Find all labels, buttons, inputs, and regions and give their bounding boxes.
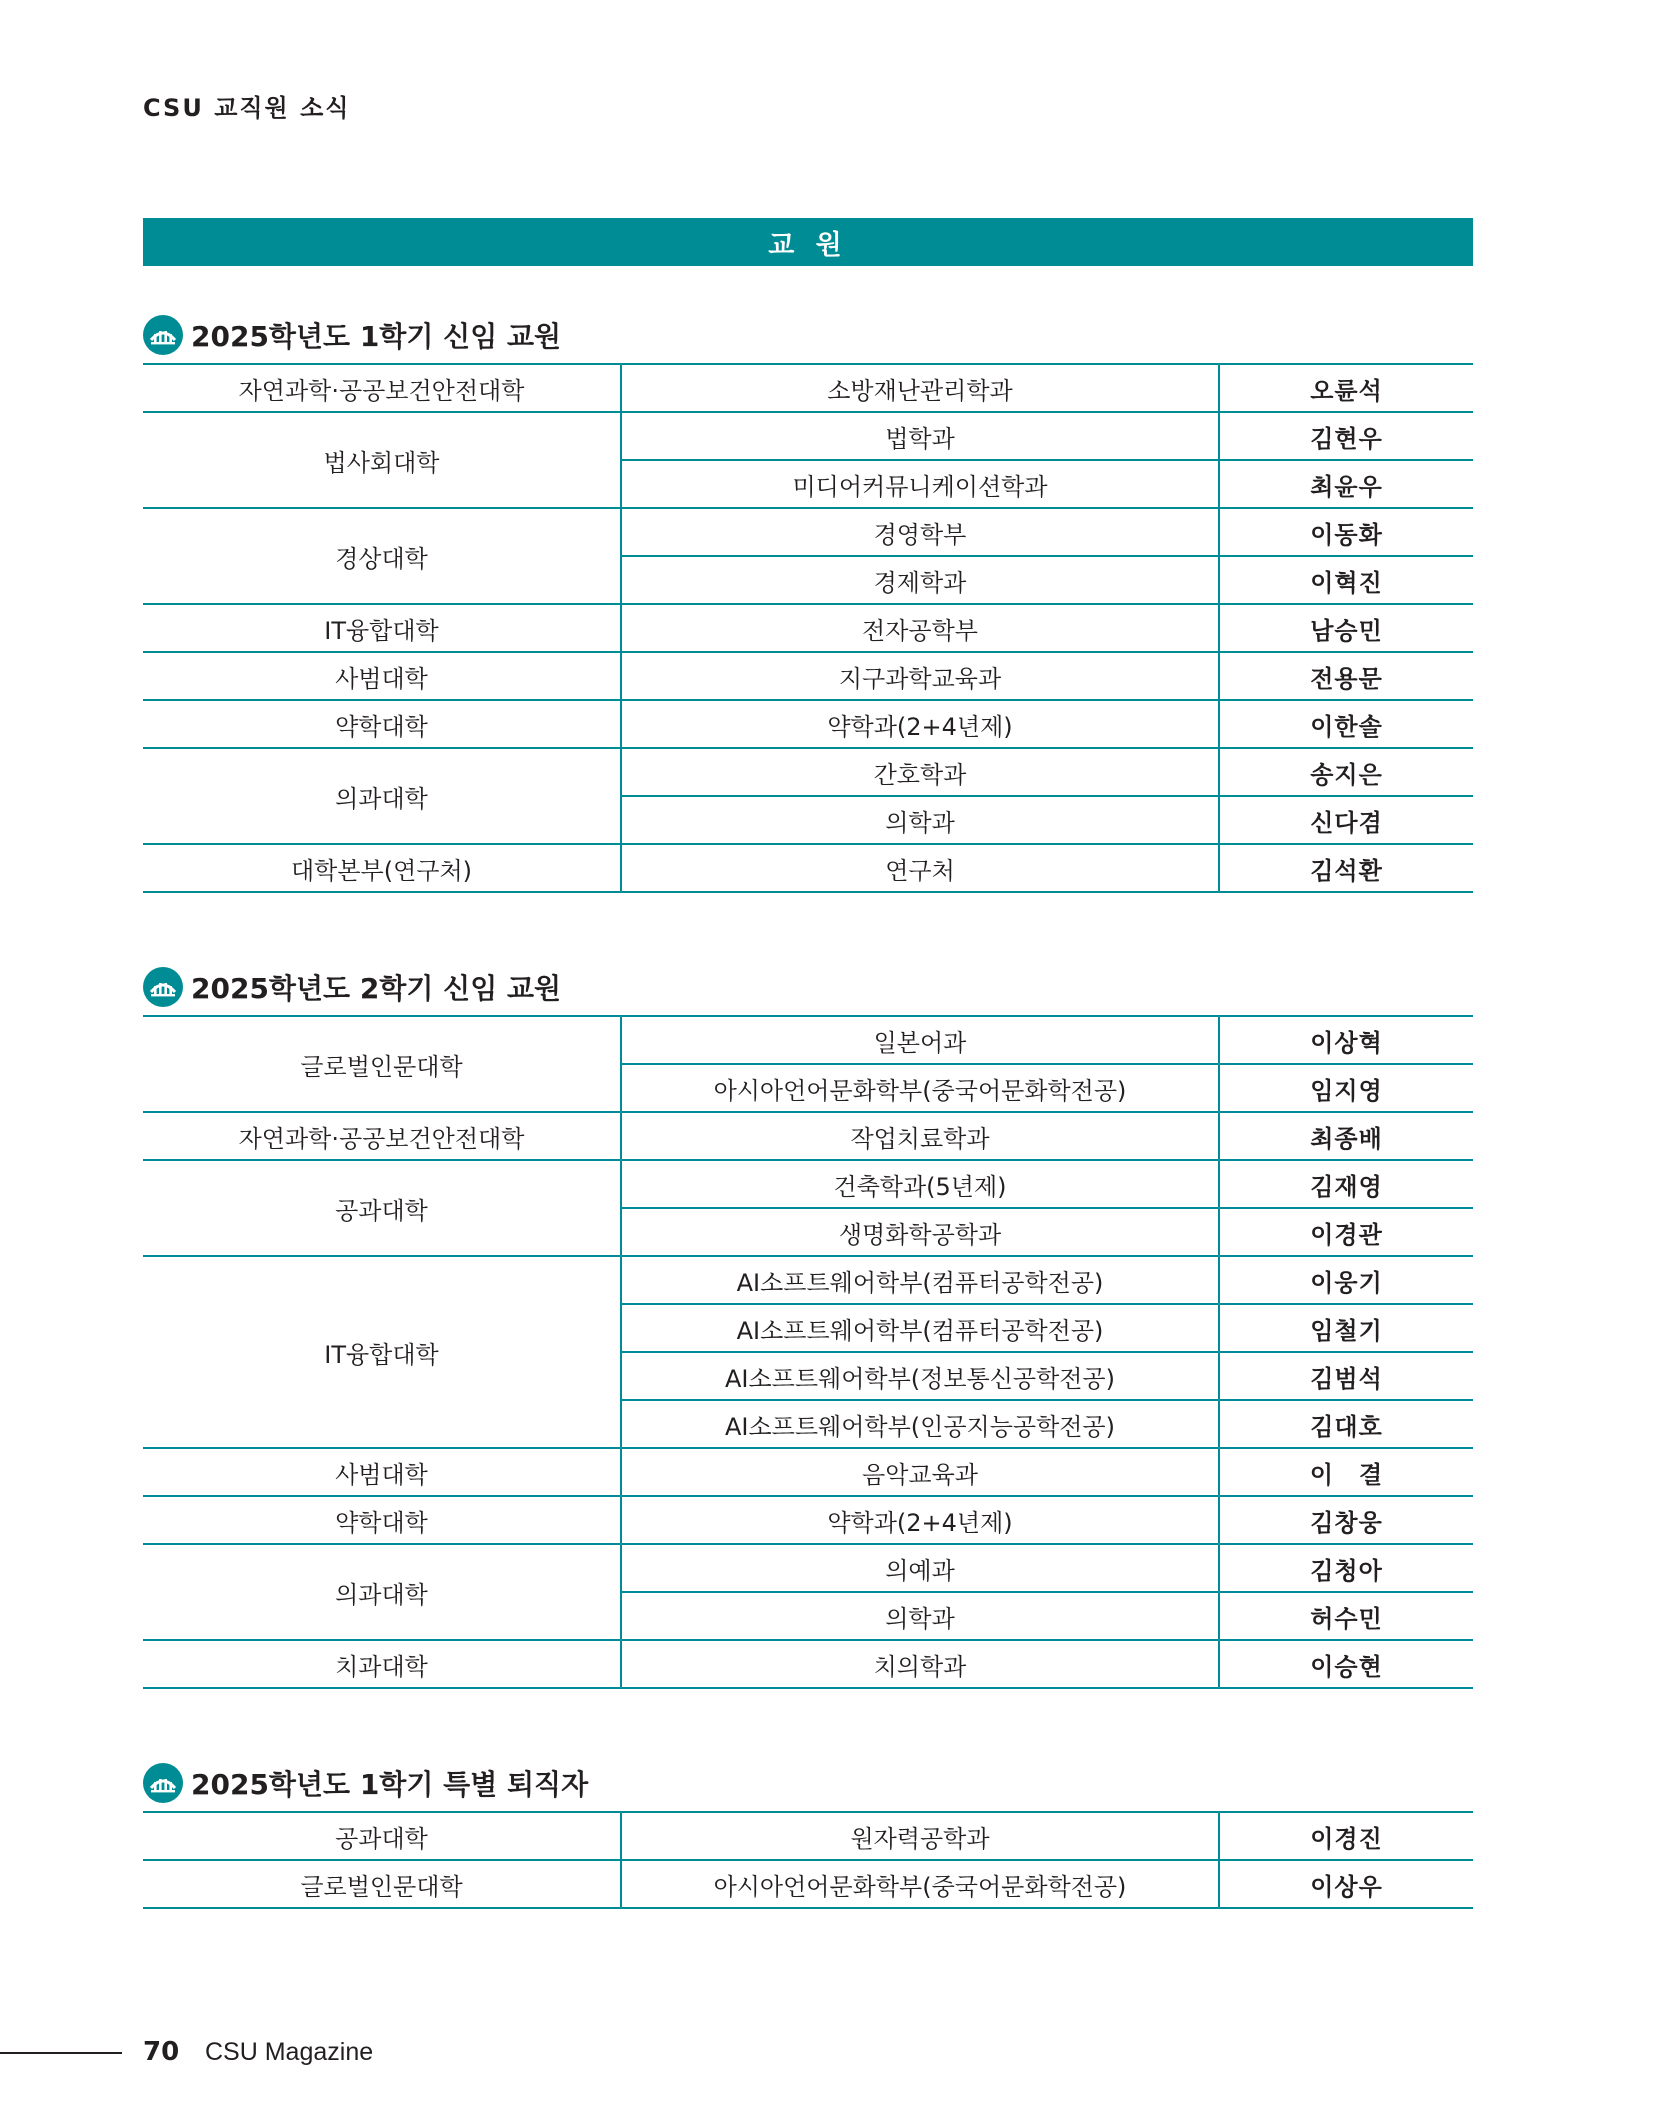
- college-cell: 공과대학: [143, 1812, 621, 1860]
- college-cell: 약학대학: [143, 1496, 621, 1544]
- name-cell: 송지은: [1219, 748, 1473, 796]
- college-cell: IT융합대학: [143, 1256, 621, 1448]
- department-cell: 치의학과: [621, 1640, 1219, 1688]
- section-title: 2025학년도 1학기 신임 교원: [191, 320, 562, 353]
- name-cell: 이 결: [1219, 1448, 1473, 1496]
- department-cell: 약학과(2+4년제): [621, 700, 1219, 748]
- section-title: 2025학년도 1학기 특별 퇴직자: [191, 1768, 589, 1801]
- college-cell: IT융합대학: [143, 604, 621, 652]
- roster-table: [143, 363, 1473, 893]
- running-header: CSU 교직원 소식: [143, 94, 351, 122]
- table-row: [143, 1544, 1473, 1592]
- department-cell: 아시아언어문화학부(중국어문화학전공): [621, 1860, 1219, 1908]
- department-cell: 연구처: [621, 844, 1219, 892]
- magazine-name: CSU Magazine: [205, 2038, 374, 2066]
- table-row: [143, 1860, 1473, 1908]
- name-cell: 이경관: [1219, 1208, 1473, 1256]
- department-cell: 작업치료학과: [621, 1112, 1219, 1160]
- table-row: [143, 508, 1473, 556]
- table-row: [143, 1812, 1473, 1860]
- department-cell: 법학과: [621, 412, 1219, 460]
- department-cell: 전자공학부: [621, 604, 1219, 652]
- name-cell: 이혁진: [1219, 556, 1473, 604]
- college-cell: 치과대학: [143, 1640, 621, 1688]
- name-cell: 최종배: [1219, 1112, 1473, 1160]
- table-row: [143, 652, 1473, 700]
- college-cell: 법사회대학: [143, 412, 621, 508]
- table-row: [143, 1016, 1473, 1064]
- name-cell: 이한솔: [1219, 700, 1473, 748]
- department-cell: 소방재난관리학과: [621, 364, 1219, 412]
- department-cell: 지구과학교육과: [621, 652, 1219, 700]
- college-cell: 공과대학: [143, 1160, 621, 1256]
- department-cell: 경제학과: [621, 556, 1219, 604]
- section-fall-new-faculty: [143, 963, 1473, 1689]
- department-cell: 미디어커뮤니케이션학과: [621, 460, 1219, 508]
- name-cell: 임지영: [1219, 1064, 1473, 1112]
- department-cell: 생명화학공학과: [621, 1208, 1219, 1256]
- name-cell: 이경진: [1219, 1812, 1473, 1860]
- name-cell: 이웅기: [1219, 1256, 1473, 1304]
- name-cell: 남승민: [1219, 604, 1473, 652]
- name-cell: 전용문: [1219, 652, 1473, 700]
- table-row: [143, 604, 1473, 652]
- table-row: [143, 700, 1473, 748]
- name-cell: 김청아: [1219, 1544, 1473, 1592]
- section-heading: [143, 1759, 1473, 1807]
- faculty-banner: 교 원: [143, 218, 1473, 266]
- table-row: [143, 364, 1473, 412]
- roster-table: [143, 1811, 1473, 1909]
- name-cell: 오륜석: [1219, 364, 1473, 412]
- college-cell: 의과대학: [143, 1544, 621, 1640]
- university-bridge-icon: [143, 967, 183, 1007]
- college-cell: 경상대학: [143, 508, 621, 604]
- section-heading: [143, 311, 1473, 359]
- table-row: [143, 412, 1473, 460]
- department-cell: 건축학과(5년제): [621, 1160, 1219, 1208]
- table-row: [143, 1640, 1473, 1688]
- section-spring-new-faculty: [143, 311, 1473, 893]
- name-cell: 이동화: [1219, 508, 1473, 556]
- section-special-retirees: [143, 1759, 1473, 1909]
- university-bridge-icon: [143, 315, 183, 355]
- table-row: [143, 844, 1473, 892]
- college-cell: 자연과학·공공보건안전대학: [143, 364, 621, 412]
- name-cell: 신다겸: [1219, 796, 1473, 844]
- name-cell: 김석환: [1219, 844, 1473, 892]
- section-title: 2025학년도 2학기 신임 교원: [191, 972, 562, 1005]
- name-cell: 김창웅: [1219, 1496, 1473, 1544]
- table-row: [143, 1160, 1473, 1208]
- department-cell: 약학과(2+4년제): [621, 1496, 1219, 1544]
- department-cell: 의학과: [621, 1592, 1219, 1640]
- table-row: [143, 748, 1473, 796]
- table-row: [143, 1112, 1473, 1160]
- college-cell: 글로벌인문대학: [143, 1860, 621, 1908]
- college-cell: 의과대학: [143, 748, 621, 844]
- department-cell: 경영학부: [621, 508, 1219, 556]
- table-row: [143, 1256, 1473, 1304]
- table-row: [143, 1496, 1473, 1544]
- name-cell: 김범석: [1219, 1352, 1473, 1400]
- department-cell: 간호학과: [621, 748, 1219, 796]
- department-cell: 아시아언어문화학부(중국어문화학전공): [621, 1064, 1219, 1112]
- page-number: 70: [143, 2037, 180, 2067]
- name-cell: 김대호: [1219, 1400, 1473, 1448]
- department-cell: AI소프트웨어학부(정보통신공학전공): [621, 1352, 1219, 1400]
- name-cell: 최윤우: [1219, 460, 1473, 508]
- name-cell: 이상우: [1219, 1860, 1473, 1908]
- department-cell: 원자력공학과: [621, 1812, 1219, 1860]
- name-cell: 김재영: [1219, 1160, 1473, 1208]
- name-cell: 김현우: [1219, 412, 1473, 460]
- department-cell: AI소프트웨어학부(인공지능공학전공): [621, 1400, 1219, 1448]
- college-cell: 약학대학: [143, 700, 621, 748]
- department-cell: 의학과: [621, 796, 1219, 844]
- department-cell: 일본어과: [621, 1016, 1219, 1064]
- university-bridge-icon: [143, 1763, 183, 1803]
- college-cell: 자연과학·공공보건안전대학: [143, 1112, 621, 1160]
- department-cell: AI소프트웨어학부(컴퓨터공학전공): [621, 1256, 1219, 1304]
- college-cell: 대학본부(연구처): [143, 844, 621, 892]
- table-row: [143, 1448, 1473, 1496]
- name-cell: 이승현: [1219, 1640, 1473, 1688]
- department-cell: AI소프트웨어학부(컴퓨터공학전공): [621, 1304, 1219, 1352]
- college-cell: 글로벌인문대학: [143, 1016, 621, 1112]
- section-heading: [143, 963, 1473, 1011]
- department-cell: 의예과: [621, 1544, 1219, 1592]
- name-cell: 허수민: [1219, 1592, 1473, 1640]
- name-cell: 이상혁: [1219, 1016, 1473, 1064]
- name-cell: 임철기: [1219, 1304, 1473, 1352]
- roster-table: [143, 1015, 1473, 1689]
- college-cell: 사범대학: [143, 652, 621, 700]
- college-cell: 사범대학: [143, 1448, 621, 1496]
- footer-rule: [0, 2052, 122, 2054]
- department-cell: 음악교육과: [621, 1448, 1219, 1496]
